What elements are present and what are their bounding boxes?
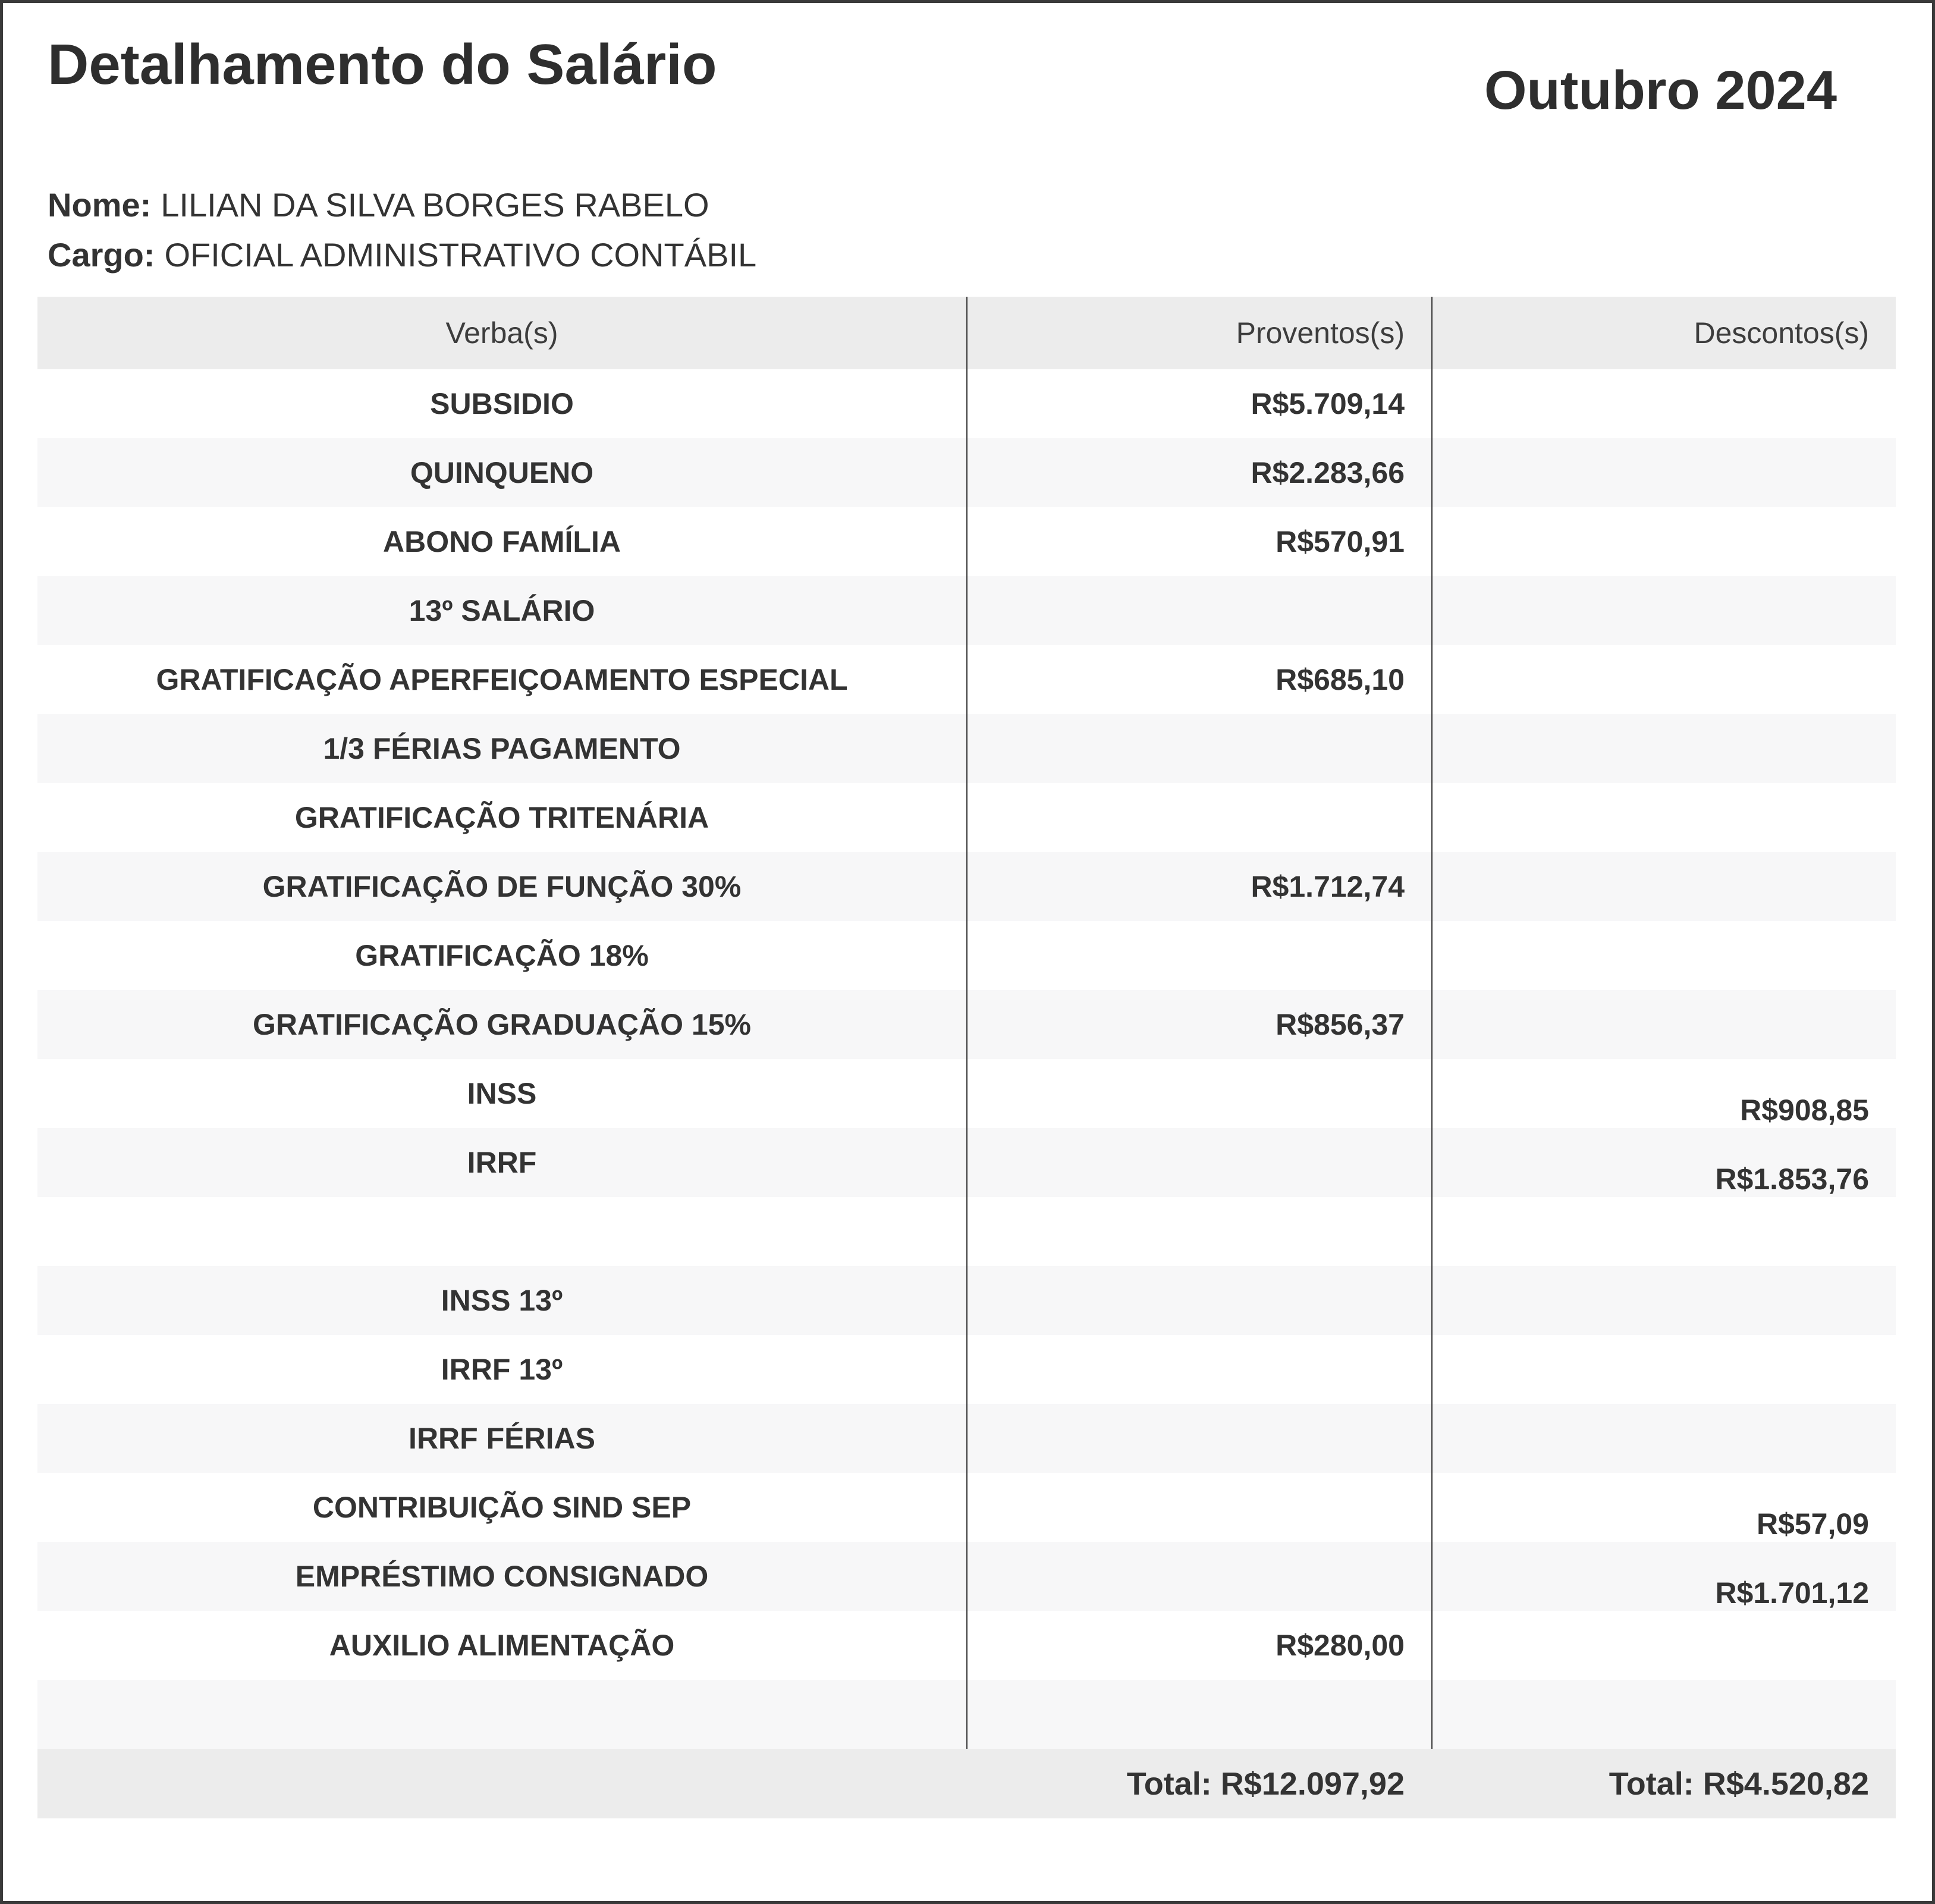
- table-row: [37, 438, 1896, 507]
- cell-desconto: [1431, 852, 1896, 921]
- employee-role-line: [48, 238, 1932, 272]
- employee-info: [48, 188, 1932, 272]
- cell-verba: GRATIFICAÇÃO APERFEIÇOAMENTO ESPECIAL: [156, 663, 848, 696]
- cell-desconto: [1431, 507, 1896, 576]
- cell-desconto: [1431, 714, 1896, 783]
- cell-desconto: [1431, 783, 1896, 852]
- cell-verba: INSS: [467, 1077, 537, 1110]
- table-row: [37, 1128, 1896, 1197]
- cell-verba: INSS 13º: [441, 1284, 563, 1317]
- cell-provento: [966, 1404, 1431, 1473]
- cell-desconto: [1431, 645, 1896, 714]
- cell-desconto: [1431, 1611, 1896, 1680]
- cell-desconto: [1431, 1197, 1896, 1266]
- cell-desconto: [1431, 921, 1896, 990]
- cell-verba: IRRF: [467, 1146, 537, 1179]
- cell-provento: [966, 714, 1431, 783]
- cell-provento: [966, 1197, 1431, 1266]
- cell-desconto: R$1.853,76: [1431, 1128, 1896, 1197]
- cell-provento: R$856,37: [966, 990, 1431, 1059]
- cell-verba: 1/3 FÉRIAS PAGAMENTO: [323, 732, 681, 765]
- name-label: Nome:: [48, 186, 152, 224]
- total-descontos: Total: R$4.520,82: [1609, 1765, 1869, 1802]
- cell-provento: [966, 1059, 1431, 1128]
- cell-desconto: [1431, 1266, 1896, 1335]
- table-row: [37, 1680, 1896, 1749]
- cell-provento: R$1.712,74: [966, 852, 1431, 921]
- table-row: [37, 714, 1896, 783]
- period-label: Outubro 2024: [1484, 60, 1837, 121]
- cell-desconto: [1431, 369, 1896, 438]
- header-verba: Verba(s): [445, 316, 558, 350]
- cell-provento: [966, 1335, 1431, 1404]
- cell-verba: AUXILIO ALIMENTAÇÃO: [329, 1629, 675, 1662]
- table-row: [37, 507, 1896, 576]
- table-row: [37, 576, 1896, 645]
- cell-provento: R$2.283,66: [966, 438, 1431, 507]
- cell-desconto: [1431, 990, 1896, 1059]
- cell-provento: [966, 1128, 1431, 1197]
- cell-desconto: R$1.701,12: [1431, 1542, 1896, 1611]
- cell-verba: EMPRÉSTIMO CONSIGNADO: [295, 1560, 709, 1593]
- cell-verba: [37, 1680, 966, 1749]
- cell-provento: [966, 1542, 1431, 1611]
- header-descontos: Descontos(s): [1431, 297, 1896, 369]
- table-row: [37, 1473, 1896, 1542]
- employee-name-line: [48, 188, 1932, 222]
- page-title: Detalhamento do Salário: [48, 33, 717, 96]
- page-header: [48, 33, 1837, 122]
- table-row: [37, 783, 1896, 852]
- salary-table: [37, 297, 1896, 1818]
- cell-verba: GRATIFICAÇÃO TRITENÁRIA: [294, 801, 709, 834]
- cell-provento: R$685,10: [966, 645, 1431, 714]
- cell-desconto: [1431, 576, 1896, 645]
- table-row: [37, 1266, 1896, 1335]
- cell-verba: SUBSIDIO: [430, 387, 574, 420]
- table-totals-row: [37, 1749, 1896, 1818]
- cell-provento: R$5.709,14: [966, 369, 1431, 438]
- cell-desconto: R$908,85: [1431, 1059, 1896, 1128]
- table-row: [37, 1059, 1896, 1128]
- cell-verba: GRATIFICAÇÃO GRADUAÇÃO 15%: [253, 1008, 751, 1041]
- cell-provento: R$280,00: [966, 1611, 1431, 1680]
- cell-verba: GRATIFICAÇÃO 18%: [355, 939, 649, 972]
- cell-desconto: R$57,09: [1431, 1473, 1896, 1542]
- table-row: [37, 1542, 1896, 1611]
- cell-verba: 13º SALÁRIO: [409, 594, 595, 627]
- total-proventos: Total: R$12.097,92: [1126, 1765, 1405, 1802]
- table-row: [37, 852, 1896, 921]
- cell-desconto: [1431, 438, 1896, 507]
- table-body: [37, 369, 1896, 1749]
- table-row: [37, 1611, 1896, 1680]
- cell-verba: [37, 1197, 966, 1266]
- cell-verba: IRRF FÉRIAS: [409, 1422, 595, 1455]
- cell-provento: R$570,91: [966, 507, 1431, 576]
- cell-provento: [966, 1266, 1431, 1335]
- cell-desconto: [1431, 1404, 1896, 1473]
- cell-provento: [966, 1680, 1431, 1749]
- cell-verba: QUINQUENO: [410, 456, 594, 489]
- cell-verba: GRATIFICAÇÃO DE FUNÇÃO 30%: [262, 870, 742, 903]
- cell-provento: [966, 1473, 1431, 1542]
- name-value: LILIAN DA SILVA BORGES RABELO: [161, 186, 709, 224]
- totals-spacer: [37, 1749, 966, 1818]
- cell-provento: [966, 783, 1431, 852]
- cell-verba: CONTRIBUIÇÃO SIND SEP: [312, 1491, 692, 1524]
- table-row: [37, 1335, 1896, 1404]
- table-row: [37, 369, 1896, 438]
- cell-desconto: [1431, 1335, 1896, 1404]
- role-value: OFICIAL ADMINISTRATIVO CONTÁBIL: [164, 236, 757, 274]
- cell-desconto: [1431, 1680, 1896, 1749]
- cell-verba: ABONO FAMÍLIA: [383, 525, 621, 558]
- cell-provento: [966, 921, 1431, 990]
- table-row: [37, 990, 1896, 1059]
- role-label: Cargo:: [48, 236, 155, 274]
- header-proventos: Proventos(s): [966, 297, 1431, 369]
- cell-verba: IRRF 13º: [441, 1353, 563, 1386]
- table-header-row: [37, 297, 1896, 369]
- table-row: [37, 645, 1896, 714]
- table-row: [37, 921, 1896, 990]
- table-row: [37, 1197, 1896, 1266]
- cell-provento: [966, 576, 1431, 645]
- table-row: [37, 1404, 1896, 1473]
